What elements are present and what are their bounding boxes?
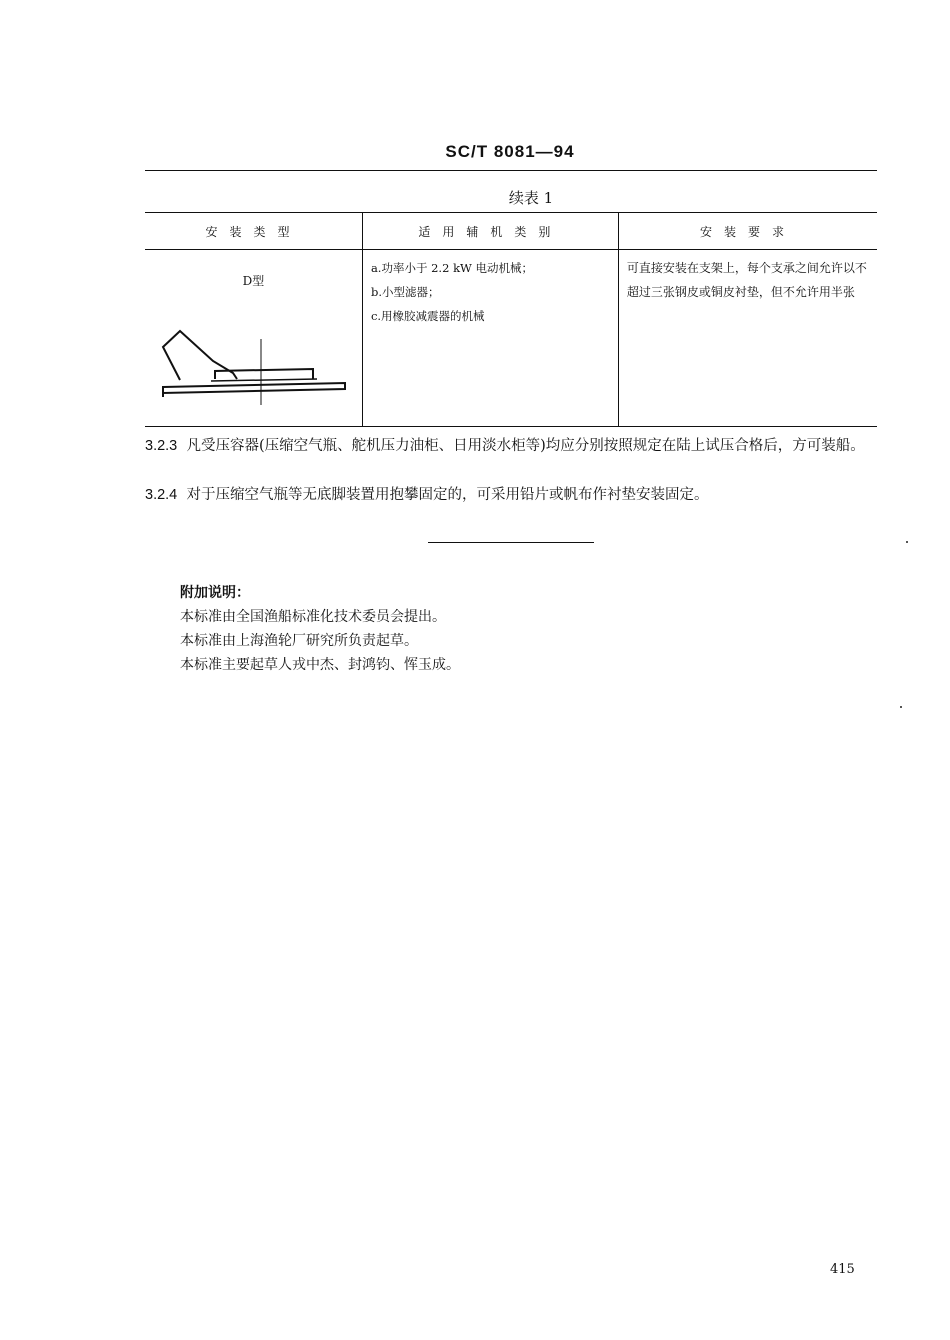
mounting-block xyxy=(215,369,313,379)
d-type-mount-diagram xyxy=(145,295,360,405)
clause-3-2-3 xyxy=(145,435,887,458)
shim-line xyxy=(211,379,317,381)
clause-number: 3.2.3 xyxy=(145,438,178,454)
scan-speck xyxy=(906,541,908,543)
installation-table xyxy=(145,212,877,427)
install-requirements-cell xyxy=(618,250,877,427)
scan-speck xyxy=(900,706,902,708)
base-plate xyxy=(163,383,345,393)
column-header-install-type: 安装类型 xyxy=(145,213,362,250)
applicable-machinery-cell xyxy=(362,250,618,427)
install-requirements-text: 可直接安装在支架上，每个支承之间允许以不超过三张钢皮或铜皮衬垫，但不允许用半张 xyxy=(626,261,867,299)
section-divider xyxy=(428,542,594,543)
additional-notes xyxy=(180,581,460,677)
notes-line: 本标准主要起草人戎中杰、封鸿钧、恽玉成。 xyxy=(180,657,460,673)
header-rule xyxy=(145,170,877,171)
install-type-cell xyxy=(145,250,362,427)
clause-number: 3.2.4 xyxy=(145,487,178,503)
install-type-label: D型 xyxy=(242,274,265,288)
list-item: b.小型滤器； xyxy=(370,285,440,299)
list-item: a.功率小于 2.2 kW 电动机械； xyxy=(370,261,534,275)
standard-code: SC/T 8081—94 xyxy=(445,142,575,161)
table-caption: 续表 1 xyxy=(508,189,554,207)
clause-text: 凡受压容器(压缩空气瓶、舵机压力油柜、日用淡水柜等)均应分别按照规定在陆上试压合格后，方可装船。 xyxy=(186,438,865,454)
clause-3-2-4 xyxy=(145,484,887,507)
notes-title: 附加说明： xyxy=(180,585,250,601)
notes-line: 本标准由全国渔船标准化技术委员会提出。 xyxy=(180,609,446,625)
column-header-applicable-machinery: 适用辅机类别 xyxy=(362,213,618,250)
page-number: 415 xyxy=(830,1262,855,1277)
list-item: c.用橡胶减震器的机械 xyxy=(370,309,485,323)
column-header-install-requirements: 安装要求 xyxy=(618,213,877,250)
table-header-row xyxy=(145,213,877,250)
notes-line: 本标准由上海渔轮厂研究所负责起草。 xyxy=(180,633,418,649)
applicable-machinery-list xyxy=(371,256,618,328)
clause-text: 对于压缩空气瓶等无底脚装置用抱攀固定的，可采用铅片或帆布作衬垫安装固定。 xyxy=(186,487,709,503)
inclined-bracket xyxy=(163,331,237,380)
table-row xyxy=(145,250,877,427)
